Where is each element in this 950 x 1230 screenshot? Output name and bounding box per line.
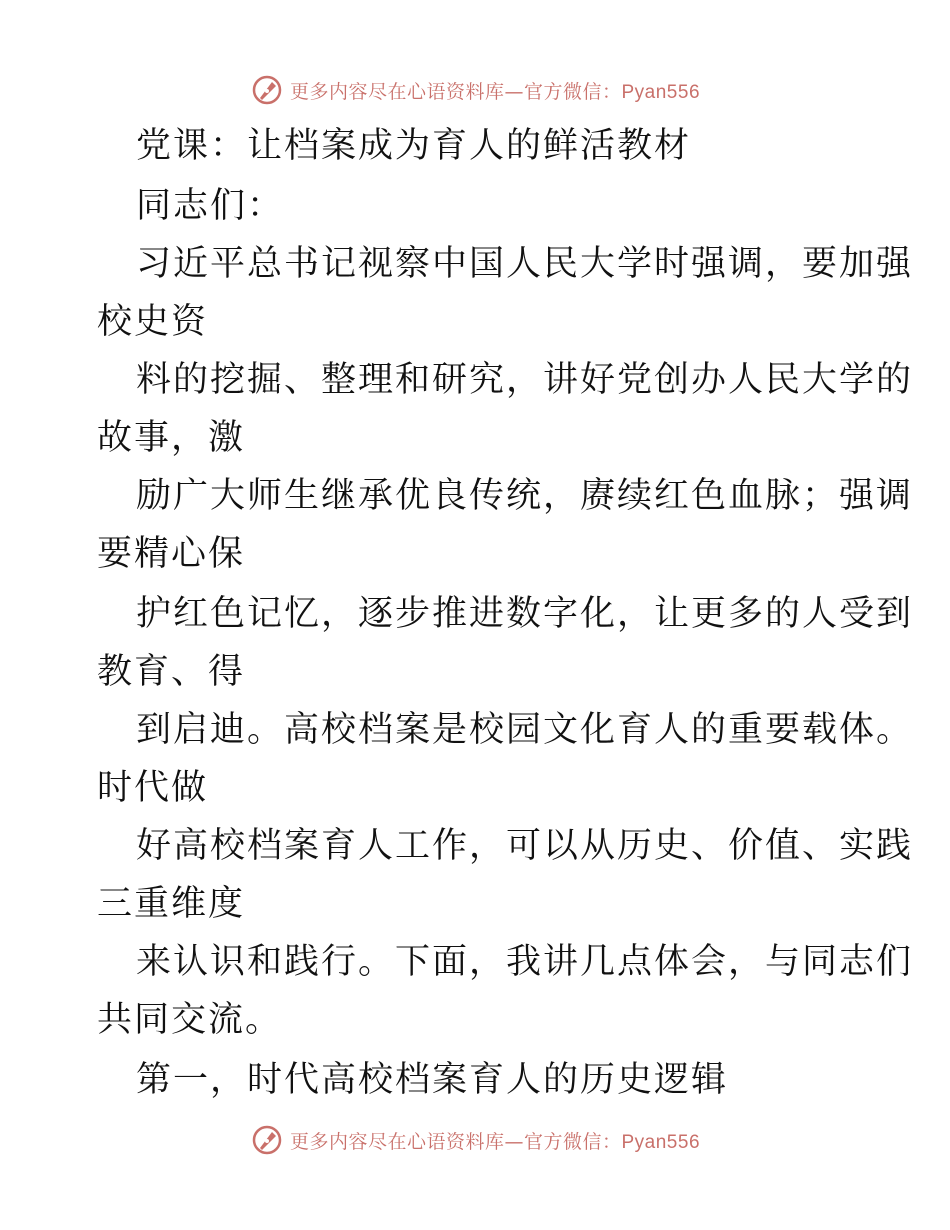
paragraph-line: 故事，激 (97, 418, 246, 458)
pen-nib-logo-icon (250, 1123, 284, 1157)
paragraph-line: 励广大师生继承优良传统，赓续红色血脉；强调 (136, 476, 914, 516)
paragraph-line: 到启迪。高校档案是校园文化育人的重要载体。 (136, 710, 914, 750)
paragraph-line: 共同交流。 (97, 1000, 283, 1040)
paragraph-line: 来认识和践行。下面，我讲几点体会，与同志们 (136, 942, 914, 982)
salutation: 同志们： (136, 186, 285, 226)
paragraph-line: 时代做 (97, 768, 209, 808)
watermark-text: 更多内容尽在心语资料库—官方微信： (289, 80, 622, 103)
footer-watermark (0, 1120, 950, 1160)
paragraph-line: 要精心保 (97, 534, 246, 574)
paragraph-line: 校史资 (97, 302, 209, 342)
paragraph-line: 料的挖掘、整理和研究，讲好党创办人民大学的 (136, 360, 914, 400)
paragraph-line: 三重维度 (97, 884, 246, 924)
paragraph-line: 习近平总书记视察中国人民大学时强调，要加强 (136, 244, 914, 284)
watermark-wechat-id: Pyan556 (621, 81, 701, 103)
paragraph-line: 护红色记忆，逐步推进数字化，让更多的人受到 (136, 594, 914, 634)
pen-nib-logo-icon (250, 73, 284, 107)
document-title: 党课：让档案成为育人的鲜活教材 (136, 126, 692, 166)
paragraph-line: 教育、得 (97, 652, 246, 692)
watermark-text: 更多内容尽在心语资料库—官方微信： (289, 1130, 622, 1153)
section-heading: 第一，时代高校档案育人的历史逻辑 (136, 1060, 729, 1100)
paragraph-line: 好高校档案育人工作，可以从历史、价值、实践 (136, 826, 914, 866)
header-watermark (0, 70, 950, 110)
watermark-wechat-id: Pyan556 (621, 1131, 701, 1153)
